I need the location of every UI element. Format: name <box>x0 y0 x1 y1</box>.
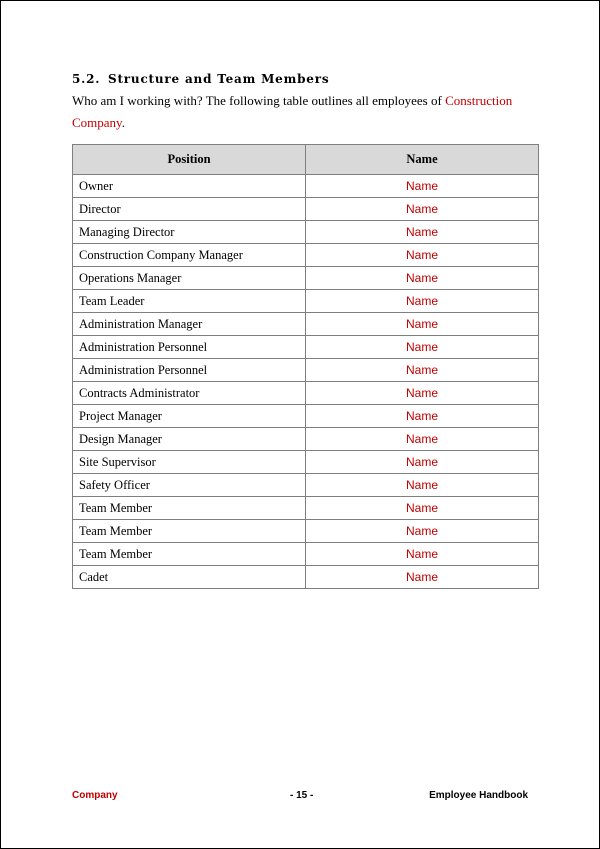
position-cell: Managing Director <box>73 221 306 244</box>
name-cell: Name <box>306 175 539 198</box>
intro-paragraph <box>72 90 532 134</box>
name-cell: Name <box>306 336 539 359</box>
name-cell: Name <box>306 474 539 497</box>
table-row <box>73 566 539 589</box>
table-row <box>73 497 539 520</box>
company-name-placeholder: Construction Company <box>72 93 513 130</box>
position-cell: Contracts Administrator <box>73 382 306 405</box>
footer-company: Company <box>72 790 118 801</box>
position-cell: Director <box>73 198 306 221</box>
position-cell: Administration Personnel <box>73 336 306 359</box>
intro-text: Who am I working with? The following table outlines all employees of <box>72 93 446 108</box>
table-row <box>73 520 539 543</box>
name-cell: Name <box>306 290 539 313</box>
position-cell: Administration Manager <box>73 313 306 336</box>
name-cell: Name <box>306 198 539 221</box>
table-row <box>73 336 539 359</box>
name-cell: Name <box>306 428 539 451</box>
footer-document-title: Employee Handbook <box>429 790 528 801</box>
name-cell: Name <box>306 221 539 244</box>
position-cell: Construction Company Manager <box>73 244 306 267</box>
position-cell: Administration Personnel <box>73 359 306 382</box>
name-cell: Name <box>306 497 539 520</box>
section-heading <box>72 72 329 86</box>
name-cell: Name <box>306 520 539 543</box>
table-row <box>73 405 539 428</box>
table-row <box>73 474 539 497</box>
position-cell: Project Manager <box>73 405 306 428</box>
table-row <box>73 382 539 405</box>
section-title: Structure and Team Members <box>108 72 330 86</box>
position-cell: Team Member <box>73 543 306 566</box>
position-cell: Cadet <box>73 566 306 589</box>
table-row <box>73 244 539 267</box>
position-cell: Team Leader <box>73 290 306 313</box>
name-cell: Name <box>306 543 539 566</box>
table-row <box>73 198 539 221</box>
name-cell: Name <box>306 382 539 405</box>
name-cell: Name <box>306 566 539 589</box>
intro-end: . <box>121 115 125 130</box>
name-cell: Name <box>306 267 539 290</box>
position-cell: Owner <box>73 175 306 198</box>
name-cell: Name <box>306 244 539 267</box>
position-cell: Safety Officer <box>73 474 306 497</box>
section-number: 5.2. <box>72 72 101 86</box>
table-row <box>73 221 539 244</box>
position-cell: Design Manager <box>73 428 306 451</box>
name-cell: Name <box>306 313 539 336</box>
name-cell: Name <box>306 451 539 474</box>
position-cell: Site Supervisor <box>73 451 306 474</box>
table-row <box>73 428 539 451</box>
table-row <box>73 267 539 290</box>
table-row <box>73 359 539 382</box>
employee-table-body <box>73 175 539 589</box>
position-cell: Operations Manager <box>73 267 306 290</box>
position-cell: Team Member <box>73 497 306 520</box>
table-row <box>73 290 539 313</box>
table-row <box>73 175 539 198</box>
table-header-row <box>73 145 539 175</box>
table-row <box>73 313 539 336</box>
position-column-header: Position <box>73 145 306 175</box>
table-row <box>73 543 539 566</box>
name-column-header: Name <box>306 145 539 175</box>
name-cell: Name <box>306 405 539 428</box>
position-cell: Team Member <box>73 520 306 543</box>
name-cell: Name <box>306 359 539 382</box>
employee-table <box>72 144 539 589</box>
footer-page-number: - 15 - <box>290 790 314 801</box>
table-row <box>73 451 539 474</box>
